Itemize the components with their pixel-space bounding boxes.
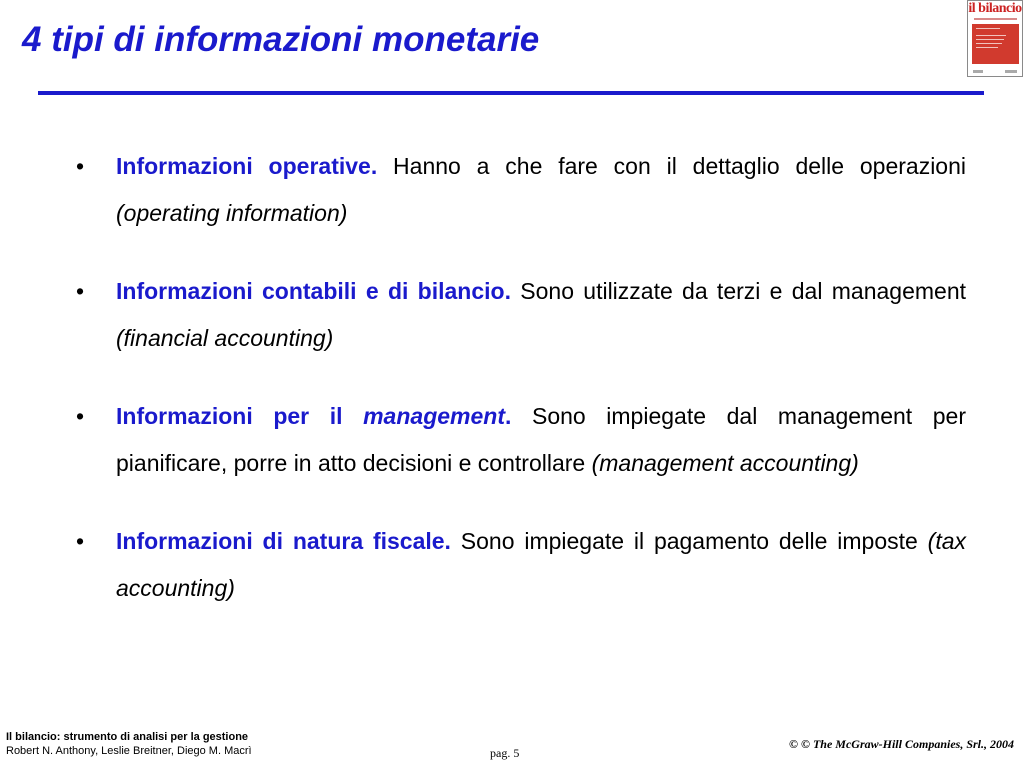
bullet-lead-prefix: Informazioni per il (116, 403, 364, 429)
bullet-item-management (76, 393, 966, 487)
title-underline (38, 91, 984, 95)
bullet-english-term: (operating information) (116, 200, 348, 226)
book-cover-edition-mark (1005, 70, 1017, 73)
footer-copyright: © © The McGraw-Hill Companies, Srl., 2004 (789, 737, 1014, 751)
bullet-text: Sono utilizzate da terzi e dal management (510, 278, 966, 304)
bullet-text: Sono impiegate il pagamento delle imposte (450, 528, 928, 554)
bullet-list (76, 143, 966, 643)
bullet-lead-emphasis: management (363, 403, 505, 429)
footer-page-number: pag. 5 (490, 746, 520, 760)
bullet-item-fiscale (76, 518, 966, 612)
book-cover-text-line (976, 28, 1000, 29)
bullet-english-term: (management accounting) (591, 450, 859, 476)
book-cover-text-line (976, 35, 1006, 36)
footer-authors: Robert N. Anthony, Leslie Breitner, Diego M. Macrì (6, 745, 252, 757)
bullet-item-operative (76, 143, 966, 237)
bullet-lead: Informazioni operative. (116, 153, 378, 179)
book-cover-text-line (976, 43, 1002, 44)
book-cover-thumbnail (967, 0, 1023, 77)
book-cover-subtitle-line (974, 18, 1017, 20)
bullet-text: Hanno a che fare con il dettaglio delle operazioni (377, 153, 967, 179)
bullet-marker: • (76, 278, 85, 304)
bullet-marker: • (76, 528, 85, 554)
bullet-english-term: (financial accounting) (116, 325, 334, 351)
bullet-lead: Informazioni contabili e di bilancio. (116, 278, 511, 304)
bullet-item-contabili (76, 268, 966, 362)
bullet-text: Sono impiegate dal management per pianificare, porre in atto decisioni e controllare (116, 403, 967, 476)
book-cover-text-line (976, 47, 998, 48)
book-cover-red-panel (972, 24, 1019, 64)
bullet-marker: • (76, 403, 85, 429)
slide-title: 4 tipi di informazioni monetarie (22, 20, 540, 59)
bullet-lead (116, 403, 511, 429)
footer-book-title: Il bilancio: strumento di analisi per la gestione (6, 731, 249, 743)
book-cover-text-line (976, 39, 1004, 40)
bullet-english-term: (tax accounting) (116, 528, 966, 601)
footer-book-info (6, 730, 252, 758)
bullet-lead-suffix: . (504, 403, 512, 429)
bullet-lead: Informazioni di natura fiscale. (116, 528, 451, 554)
book-cover-publisher-mark (973, 70, 983, 73)
book-cover-brand: il bilancio (968, 1, 1022, 16)
bullet-marker: • (76, 153, 85, 179)
